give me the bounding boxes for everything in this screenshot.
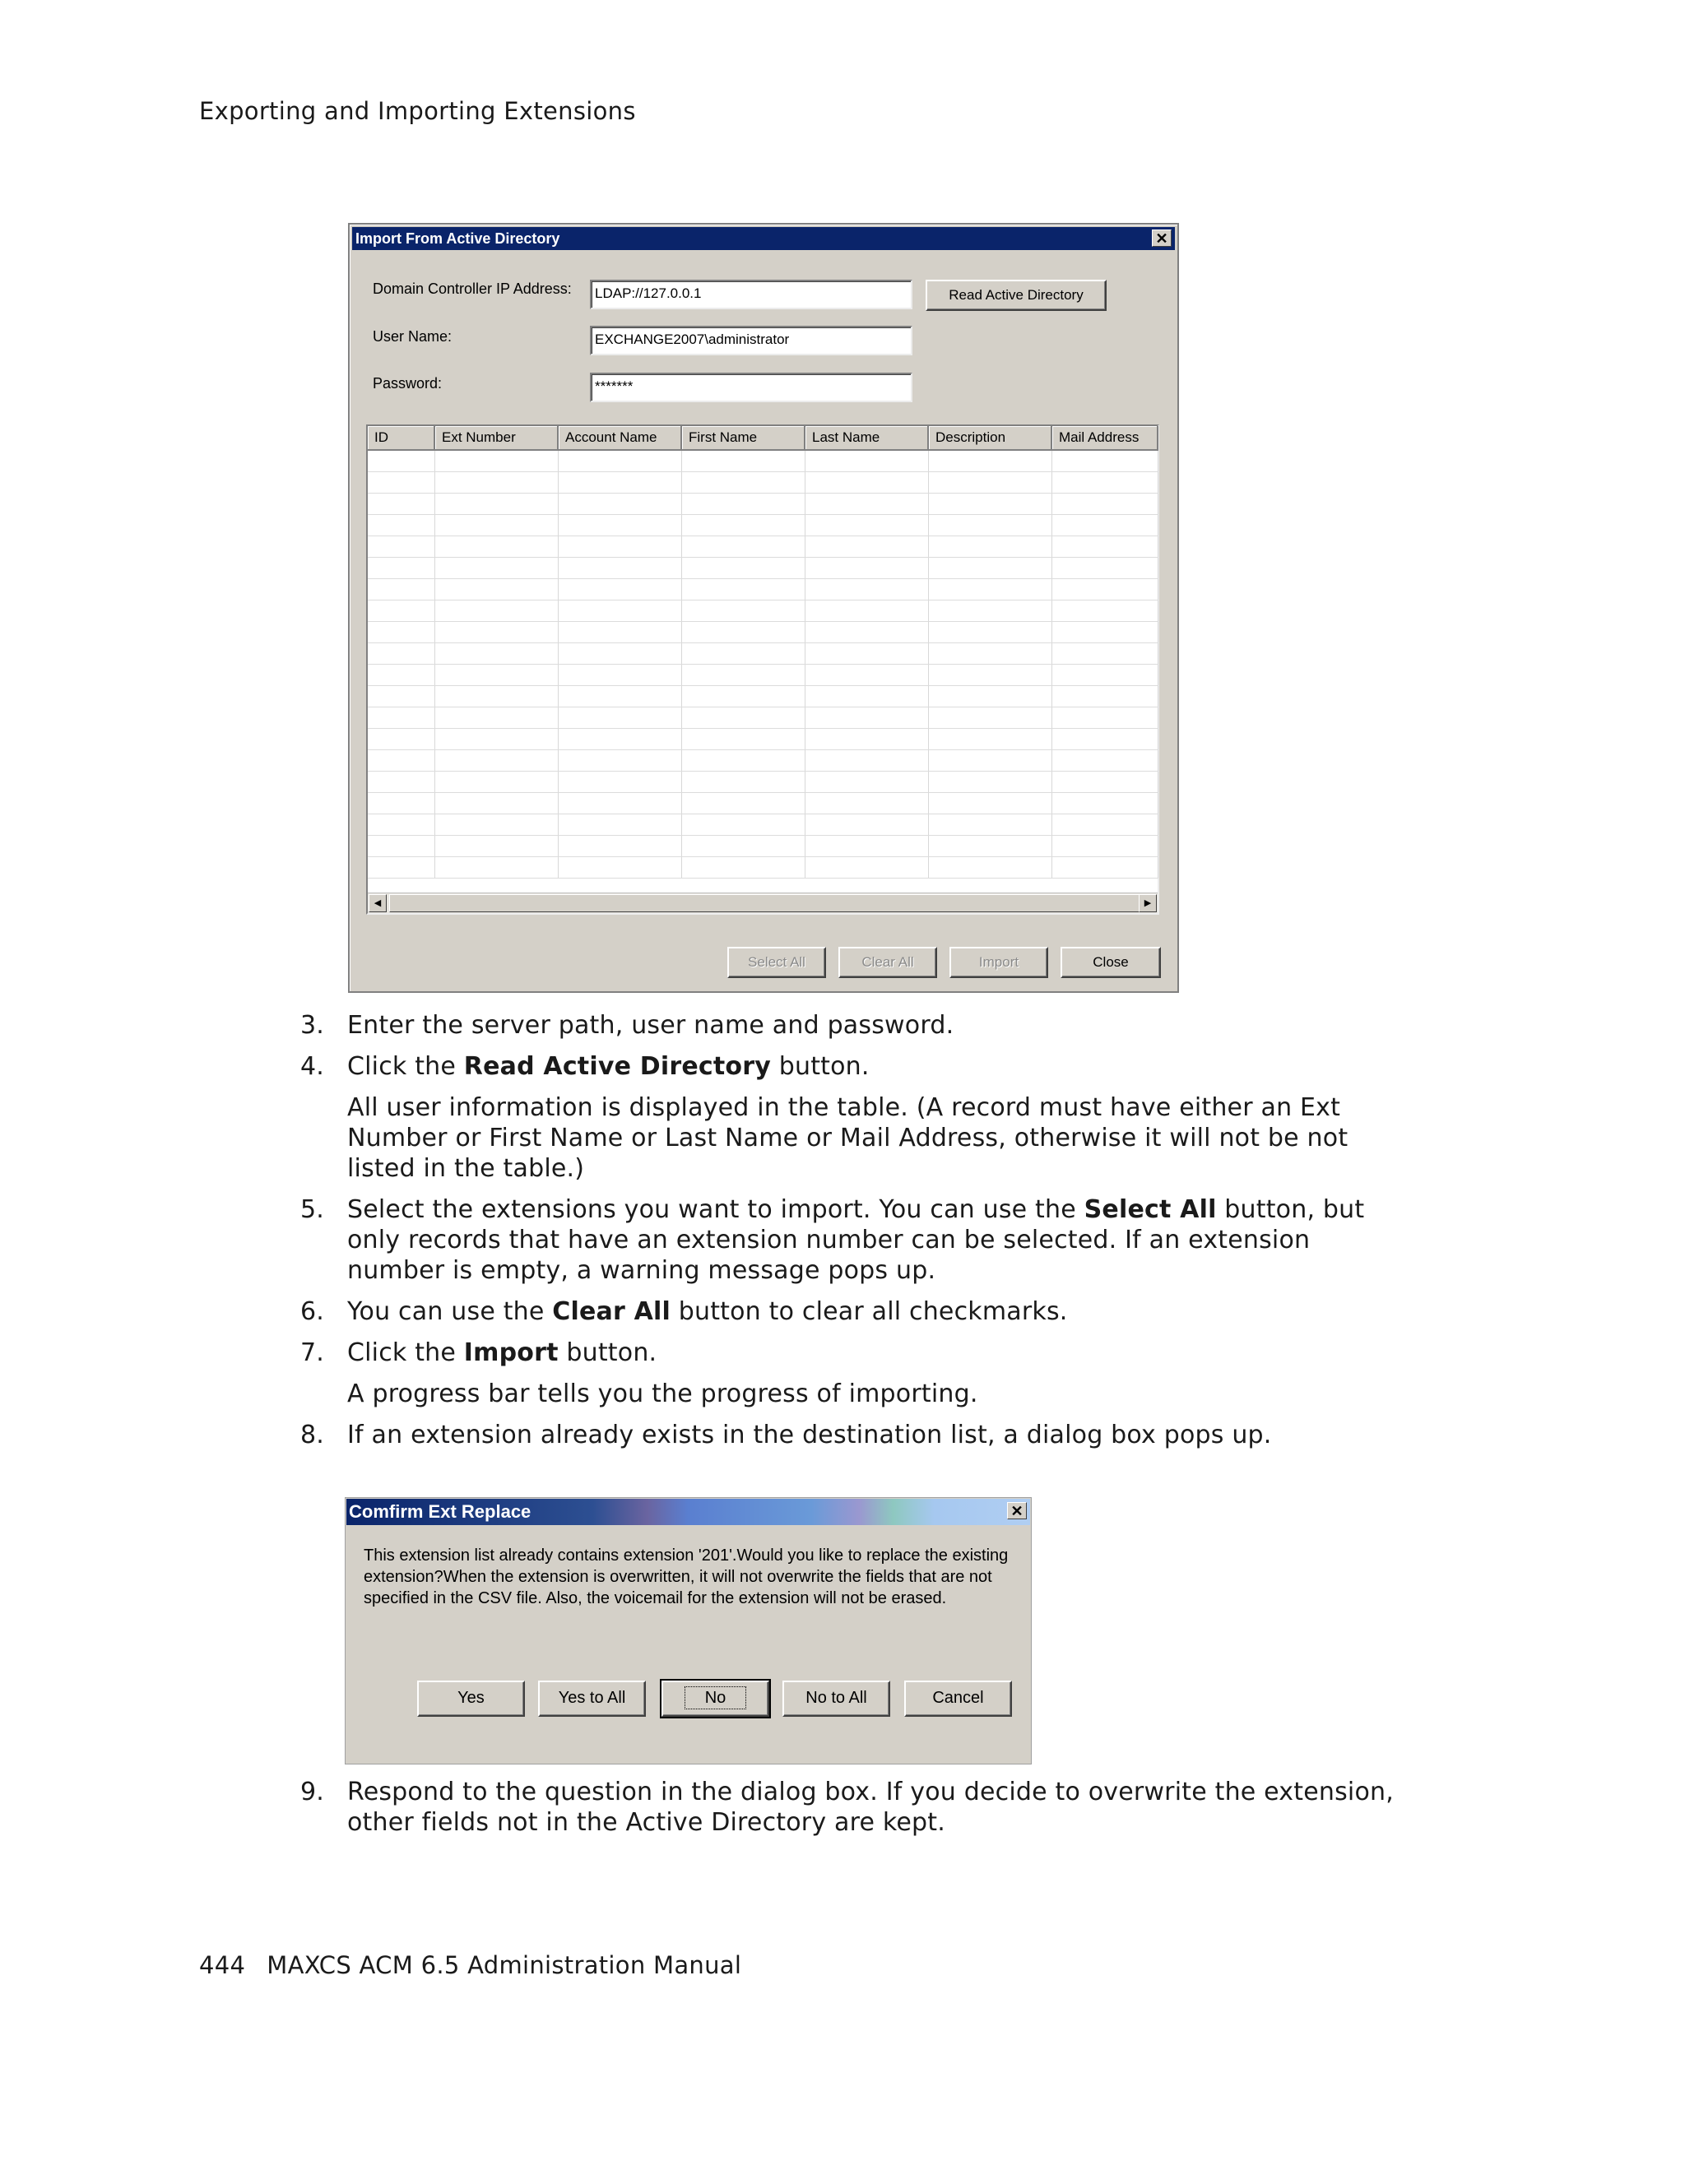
cancel-button[interactable]: Cancel (904, 1681, 1012, 1717)
table-cell[interactable] (681, 622, 805, 643)
import-button[interactable]: Import (949, 947, 1048, 978)
table-cell[interactable] (368, 579, 434, 600)
table-row[interactable] (368, 579, 1158, 600)
table-cell[interactable] (928, 643, 1051, 665)
table-cell[interactable] (558, 686, 681, 707)
table-cell[interactable] (434, 686, 558, 707)
table-cell[interactable] (1051, 793, 1158, 814)
table-cell[interactable] (681, 494, 805, 515)
table-cell[interactable] (558, 558, 681, 579)
table-cell[interactable] (805, 836, 928, 857)
table-cell[interactable] (368, 686, 434, 707)
table-cell[interactable] (1051, 472, 1158, 494)
table-row[interactable] (368, 814, 1158, 836)
scroll-thumb[interactable] (389, 894, 1154, 912)
table-cell[interactable] (368, 536, 434, 558)
column-first-name[interactable]: First Name (681, 426, 805, 450)
table-cell[interactable] (558, 515, 681, 536)
column-account-name[interactable]: Account Name (558, 426, 681, 450)
column-description[interactable]: Description (928, 426, 1051, 450)
close-button[interactable]: Close (1061, 947, 1161, 978)
table-cell[interactable] (368, 857, 434, 879)
table-cell[interactable] (1051, 450, 1158, 472)
table-cell[interactable] (558, 793, 681, 814)
step-number: 6. (299, 1297, 324, 1326)
table-cell[interactable] (805, 814, 928, 836)
close-icon[interactable]: ✕ (1007, 1502, 1027, 1519)
table-cell[interactable] (928, 622, 1051, 643)
step-bold-term: Read Active Directory (463, 1052, 771, 1081)
no-button[interactable] (661, 1681, 769, 1717)
table-cell[interactable] (805, 750, 928, 772)
table-cell[interactable] (928, 515, 1051, 536)
table-row[interactable] (368, 729, 1158, 750)
table-cell[interactable] (434, 600, 558, 622)
table-cell[interactable] (368, 814, 434, 836)
table-cell[interactable] (681, 665, 805, 686)
step-text-part: button. (771, 1052, 870, 1081)
step-number: 8. (299, 1421, 324, 1449)
table-cell[interactable] (928, 772, 1051, 793)
no-button-label: No (685, 1686, 747, 1709)
table-row[interactable] (368, 750, 1158, 772)
step-bold-term: Select All (1084, 1195, 1217, 1224)
table-cell[interactable] (1051, 707, 1158, 729)
table-row[interactable] (368, 515, 1158, 536)
table-cell[interactable] (368, 472, 434, 494)
scroll-left-icon[interactable]: ◀ (369, 894, 387, 912)
table-cell[interactable] (558, 836, 681, 857)
table-cell[interactable] (434, 793, 558, 814)
table-cell[interactable] (558, 729, 681, 750)
table-cell[interactable] (434, 729, 558, 750)
table-cell[interactable] (805, 450, 928, 472)
step-text: Enter the server path, user name and password. (347, 1011, 954, 1040)
table-cell[interactable] (368, 515, 434, 536)
table-cell[interactable] (434, 814, 558, 836)
table-header-row (368, 426, 1158, 450)
table-cell[interactable] (368, 558, 434, 579)
table-cell[interactable] (928, 536, 1051, 558)
table-cell[interactable] (368, 643, 434, 665)
table-cell[interactable] (805, 558, 928, 579)
table-cell[interactable] (928, 750, 1051, 772)
table-cell[interactable] (368, 707, 434, 729)
table-cell[interactable] (368, 622, 434, 643)
table-cell[interactable] (928, 665, 1051, 686)
table-cell[interactable] (805, 793, 928, 814)
table-cell[interactable] (434, 836, 558, 857)
table-cell[interactable] (1051, 729, 1158, 750)
clear-all-button[interactable]: Clear All (838, 947, 937, 978)
table-cell[interactable] (434, 494, 558, 515)
yes-button[interactable]: Yes (417, 1681, 525, 1717)
table-cell[interactable] (681, 579, 805, 600)
table-cell[interactable] (681, 600, 805, 622)
table-cell[interactable] (805, 643, 928, 665)
select-all-button[interactable]: Select All (727, 947, 826, 978)
table-cell[interactable] (558, 750, 681, 772)
table-cell[interactable] (681, 707, 805, 729)
step-7-note: A progress bar tells you the progress of importing. (347, 1379, 978, 1408)
table-cell[interactable] (434, 857, 558, 879)
table-cell[interactable] (558, 536, 681, 558)
scroll-right-icon[interactable]: ▶ (1139, 894, 1157, 912)
table-cell[interactable] (368, 772, 434, 793)
table-cell[interactable] (434, 515, 558, 536)
table-cell[interactable] (434, 472, 558, 494)
table-cell[interactable] (1051, 515, 1158, 536)
table-row[interactable] (368, 536, 1158, 558)
table-cell[interactable] (1051, 579, 1158, 600)
table-cell[interactable] (1051, 814, 1158, 836)
table-cell[interactable] (1051, 643, 1158, 665)
table-cell[interactable] (1051, 857, 1158, 879)
step-number: 5. (299, 1195, 324, 1224)
table-cell[interactable] (434, 772, 558, 793)
table-cell[interactable] (558, 772, 681, 793)
step-text-part: You can use the (347, 1297, 553, 1326)
table-cell[interactable] (928, 814, 1051, 836)
step-text-part: Click the (347, 1338, 464, 1367)
table-cell[interactable] (928, 729, 1051, 750)
dialog-titlebar (352, 227, 1175, 250)
table-cell[interactable] (558, 450, 681, 472)
table-cell[interactable] (928, 494, 1051, 515)
step-text-part: Click the (347, 1052, 464, 1081)
table-row[interactable] (368, 622, 1158, 643)
table-cell[interactable] (805, 665, 928, 686)
table-cell[interactable] (805, 729, 928, 750)
table-cell[interactable] (805, 515, 928, 536)
step-9-text: Respond to the question in the dialog box. If you decide to overwrite the extension, other fields not in the Active Directory are kept. (347, 1778, 1394, 1837)
table-row[interactable] (368, 836, 1158, 857)
table-cell[interactable] (558, 857, 681, 879)
user-name-label: User Name: (373, 328, 453, 345)
yes-to-all-button[interactable]: Yes to All (538, 1681, 646, 1717)
step-bold-term: Import (463, 1338, 559, 1367)
step-5-text (347, 1194, 1409, 1286)
table-cell[interactable] (558, 622, 681, 643)
horizontal-scrollbar[interactable] (368, 893, 1158, 913)
table-cell[interactable] (928, 558, 1051, 579)
password-label: Password: (373, 375, 443, 392)
read-active-directory-button[interactable]: Read Active Directory (926, 280, 1107, 311)
password-input[interactable]: ******* (590, 373, 912, 402)
confirm-ext-replace-dialog (345, 1497, 1032, 1764)
column-mail-address[interactable]: Mail Address (1051, 426, 1158, 450)
table-cell[interactable] (368, 793, 434, 814)
page-footer (199, 1951, 741, 1979)
table-cell[interactable] (558, 494, 681, 515)
column-last-name[interactable]: Last Name (805, 426, 928, 450)
table-cell[interactable] (368, 836, 434, 857)
running-header: Exporting and Importing Extensions (199, 97, 636, 125)
domain-controller-label: Domain Controller IP Address: (373, 281, 572, 297)
table-cell[interactable] (805, 622, 928, 643)
page-number: 444 (199, 1951, 246, 1979)
domain-controller-input[interactable]: LDAP://127.0.0.1 (590, 280, 912, 309)
table-cell[interactable] (928, 686, 1051, 707)
table-row[interactable] (368, 643, 1158, 665)
table-cell[interactable] (681, 772, 805, 793)
table-cell[interactable] (928, 793, 1051, 814)
table-cell[interactable] (805, 536, 928, 558)
table-row[interactable] (368, 494, 1158, 515)
table-cell[interactable] (434, 707, 558, 729)
table-cell[interactable] (368, 494, 434, 515)
table-cell[interactable] (681, 686, 805, 707)
table-row[interactable] (368, 772, 1158, 793)
table-cell[interactable] (681, 643, 805, 665)
table-cell[interactable] (1051, 494, 1158, 515)
table-cell[interactable] (558, 600, 681, 622)
table-cell[interactable] (368, 750, 434, 772)
table-cell[interactable] (928, 600, 1051, 622)
step-bold-term: Clear All (552, 1297, 671, 1326)
column-ext-number[interactable]: Ext Number (434, 426, 558, 450)
table-cell[interactable] (681, 836, 805, 857)
close-icon[interactable]: ✕ (1152, 230, 1172, 247)
column-id[interactable]: ID (368, 426, 434, 450)
dialog-title: Import From Active Directory (355, 230, 560, 247)
step-text-part: button. (558, 1338, 657, 1367)
table-cell[interactable] (681, 536, 805, 558)
table-cell[interactable] (434, 750, 558, 772)
table-cell[interactable] (1051, 665, 1158, 686)
import-active-directory-dialog (348, 223, 1179, 993)
table-cell[interactable] (368, 450, 434, 472)
step-number: 7. (299, 1338, 324, 1367)
table-cell[interactable] (1051, 600, 1158, 622)
table-cell[interactable] (1051, 836, 1158, 857)
table-cell[interactable] (1051, 622, 1158, 643)
table-row[interactable] (368, 450, 1158, 472)
table-cell[interactable] (558, 814, 681, 836)
table-cell[interactable] (434, 622, 558, 643)
table-cell[interactable] (558, 707, 681, 729)
step-number: 4. (299, 1052, 324, 1081)
table-row[interactable] (368, 600, 1158, 622)
table-cell[interactable] (928, 450, 1051, 472)
table-cell[interactable] (681, 814, 805, 836)
table-cell[interactable] (368, 729, 434, 750)
step-text-part: Select the extensions you want to import. You can use the (347, 1195, 1084, 1224)
step-text (347, 1051, 1685, 1082)
table-cell[interactable] (434, 665, 558, 686)
table-cell[interactable] (928, 836, 1051, 857)
table-row[interactable] (368, 857, 1158, 879)
table-cell[interactable] (681, 857, 805, 879)
dialog-titlebar (346, 1499, 1030, 1525)
table-cell[interactable] (805, 686, 928, 707)
table-cell[interactable] (434, 450, 558, 472)
table-cell[interactable] (928, 857, 1051, 879)
table-cell[interactable] (681, 515, 805, 536)
table-cell[interactable] (928, 707, 1051, 729)
table-cell[interactable] (1051, 772, 1158, 793)
table-cell[interactable] (368, 600, 434, 622)
table-cell[interactable] (434, 558, 558, 579)
step-text (347, 1338, 1685, 1368)
step-number: 9. (299, 1778, 324, 1806)
manual-title: MAXCS ACM 6.5 Administration Manual (267, 1951, 742, 1979)
table-cell[interactable] (805, 579, 928, 600)
table-cell[interactable] (434, 579, 558, 600)
step-text (347, 1296, 1685, 1327)
table-cell[interactable] (805, 472, 928, 494)
table-cell[interactable] (681, 472, 805, 494)
table-cell[interactable] (434, 536, 558, 558)
table-row[interactable] (368, 472, 1158, 494)
table-cell[interactable] (681, 558, 805, 579)
confirm-message: This extension list already contains extension '201'.Would you like to replace the existing extension?When the extension is overwritten, it will not overwrite the fields that are not specified in the CSV file. Also, the voicemail for the extension will not be erased. (364, 1546, 1009, 1607)
table-cell[interactable] (681, 450, 805, 472)
table-row[interactable] (368, 686, 1158, 707)
table-cell[interactable] (681, 750, 805, 772)
table-cell[interactable] (558, 472, 681, 494)
step-number: 3. (299, 1011, 324, 1040)
step-text: If an extension already exists in the destination list, a dialog box pops up. (347, 1421, 1272, 1449)
table-row[interactable] (368, 558, 1158, 579)
step-4-note: All user information is displayed in the table. (A record must have either an Ext Number or First Name or Last Name or Mail Address, otherwise it will not be not listed in the table.) (347, 1093, 1348, 1183)
user-name-input[interactable]: EXCHANGE2007\administrator (590, 326, 912, 355)
table-cell[interactable] (1051, 558, 1158, 579)
table-row[interactable] (368, 793, 1158, 814)
table-cell[interactable] (1051, 750, 1158, 772)
table-cell[interactable] (805, 857, 928, 879)
table-cell[interactable] (928, 472, 1051, 494)
table-cell[interactable] (434, 643, 558, 665)
table-cell[interactable] (805, 600, 928, 622)
table-cell[interactable] (681, 729, 805, 750)
table-cell[interactable] (681, 793, 805, 814)
table-cell[interactable] (1051, 536, 1158, 558)
users-table[interactable] (366, 424, 1159, 915)
table-cell[interactable] (558, 665, 681, 686)
step-text-part: button to clear all checkmarks. (671, 1297, 1068, 1326)
table-cell[interactable] (928, 579, 1051, 600)
step-text-part: button, but only records that have an extension number can be selected. If an extension number is empty, a warning message pops up. (347, 1195, 1365, 1285)
table-cell[interactable] (1051, 686, 1158, 707)
dialog-title: Comfirm Ext Replace (349, 1501, 531, 1522)
table-cell[interactable] (558, 579, 681, 600)
table-cell[interactable] (368, 665, 434, 686)
table-cell[interactable] (805, 772, 928, 793)
table-row[interactable] (368, 707, 1158, 729)
table-cell[interactable] (558, 643, 681, 665)
table-cell[interactable] (805, 707, 928, 729)
table-cell[interactable] (805, 494, 928, 515)
table-row[interactable] (368, 665, 1158, 686)
no-to-all-button[interactable]: No to All (782, 1681, 890, 1717)
